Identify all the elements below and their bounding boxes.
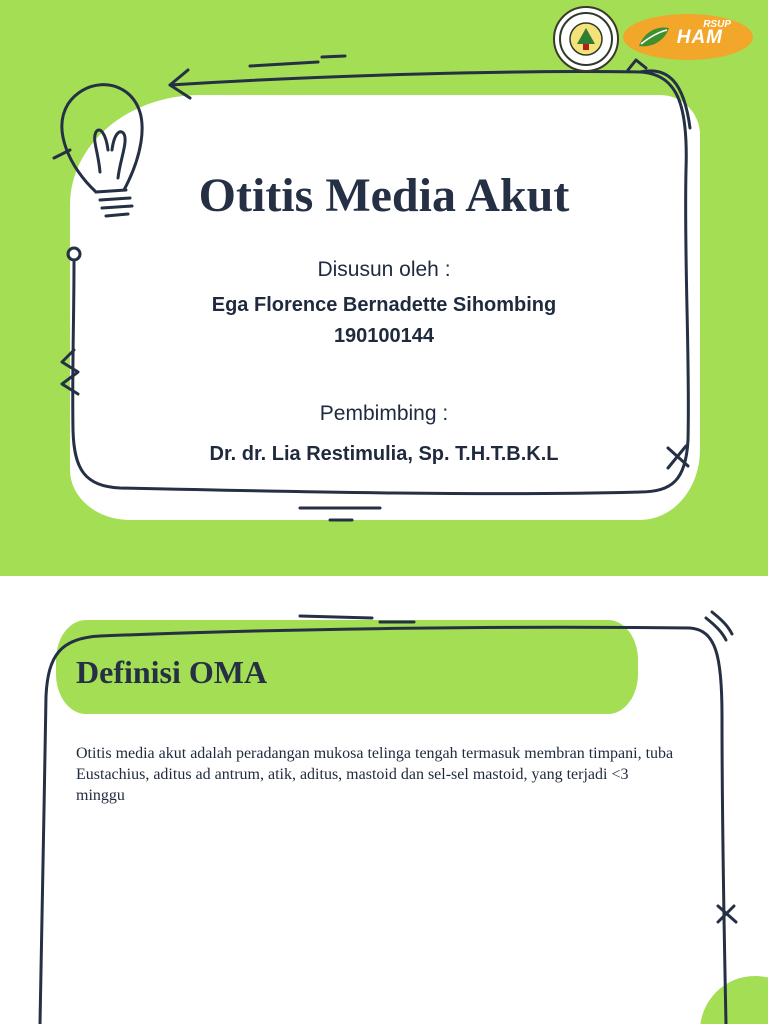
presentation-title: Otitis Media Akut — [198, 169, 570, 222]
author-id: 190100144 — [333, 325, 435, 347]
university-seal-icon — [553, 6, 619, 72]
hospital-logo-top-text: RSUP — [703, 19, 731, 30]
definition-body: Otitis media akut adalah peradangan mukosa telinga tengah termasuk membran timpani, tuba Eustachius, aditus ad antrum, atik, aditus, mastoid dan sel-sel mastoid, yang terjadi <3 minggu — [76, 745, 674, 804]
definition-slide — [0, 576, 768, 1024]
hospital-logo-icon — [623, 14, 753, 60]
supervisor-label: Pembimbing : — [319, 402, 449, 425]
logo-group — [553, 4, 753, 70]
university-seal-graphic — [555, 8, 617, 70]
cross-mark-icon — [718, 906, 736, 922]
leaf-icon — [635, 22, 675, 52]
compiled-by-label: Disusun oleh : — [317, 258, 451, 281]
hospital-logo-main-text: HAM — [676, 27, 723, 48]
supervisor-name: Dr. dr. Lia Restimulia, Sp. T.H.T.B.K.L — [209, 443, 559, 465]
squiggle-icon — [62, 350, 78, 394]
definition-heading: Definisi OMA — [76, 654, 268, 690]
author-name: Ega Florence Bernadette Sihombing — [211, 294, 557, 316]
